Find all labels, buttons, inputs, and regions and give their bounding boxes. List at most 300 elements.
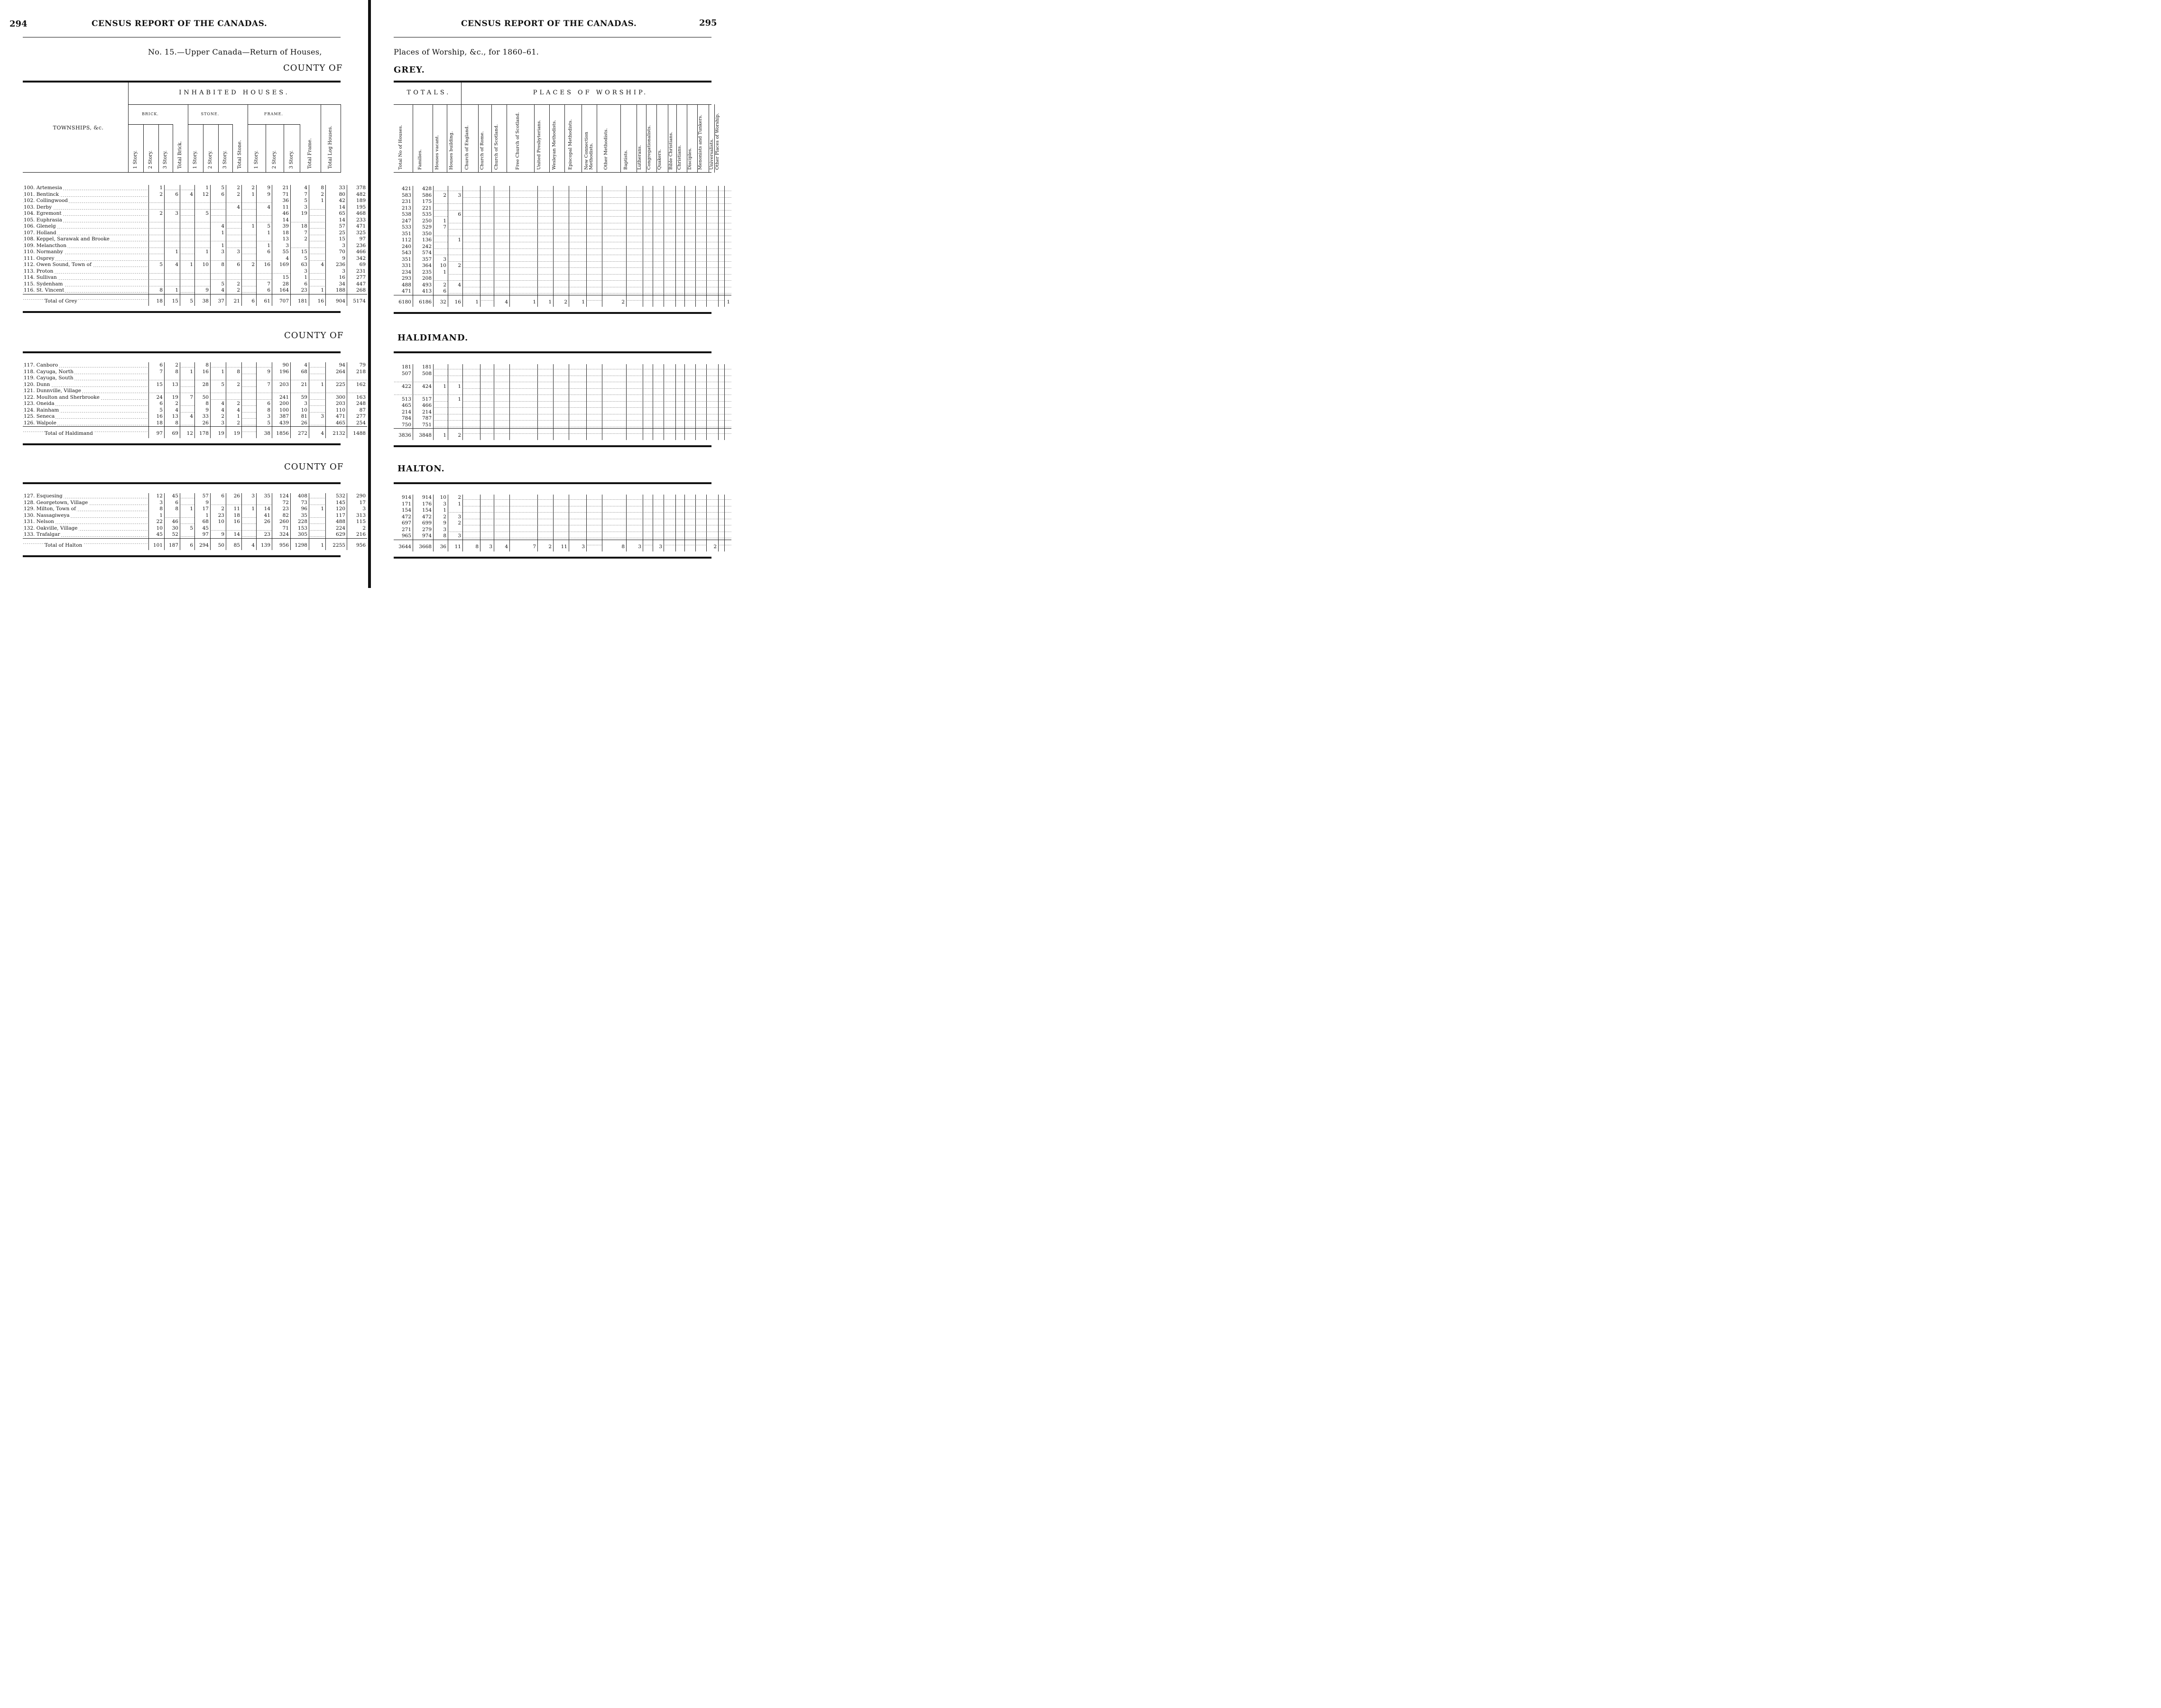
- cell-value: 37: [211, 294, 226, 306]
- cell-value: [538, 186, 554, 193]
- cell-value: [569, 422, 587, 429]
- worship-column-header-16: Congregationalists.: [646, 125, 652, 170]
- cell-value: [643, 409, 653, 416]
- cell-value: [719, 409, 725, 416]
- cell-value: [685, 257, 696, 263]
- cell-value: [494, 520, 510, 527]
- township-name: [23, 249, 149, 256]
- cell-value: [211, 362, 226, 369]
- cell-value: [707, 495, 719, 501]
- cell-value: [554, 403, 569, 409]
- cell-value: [180, 275, 195, 281]
- cell-value: [211, 395, 226, 401]
- cell-value: 1: [434, 507, 448, 514]
- township-name: [23, 294, 149, 306]
- township-label: 122. Moulton and Sherbrooke: [24, 394, 100, 400]
- cell-value: [569, 288, 587, 295]
- cell-value: [685, 507, 696, 514]
- cell-value: [149, 256, 165, 262]
- cell-value: [413, 377, 434, 384]
- cell-value: 11: [226, 506, 242, 513]
- cell-value: 208: [413, 275, 434, 282]
- cell-value: [494, 403, 510, 409]
- cell-value: [664, 193, 676, 199]
- table-row: [23, 243, 367, 249]
- cell-value: 1: [434, 269, 448, 276]
- left-column-header: [23, 83, 341, 173]
- township-name: [23, 427, 149, 439]
- cell-value: 213: [401, 205, 411, 211]
- cell-value: [569, 364, 587, 371]
- cell-value: [434, 244, 448, 250]
- cell-value: 6: [257, 401, 272, 407]
- table-row: [23, 362, 367, 369]
- township-name: [23, 268, 149, 275]
- cell-value: [434, 211, 448, 218]
- cell-value: [554, 390, 569, 396]
- cell-value: [309, 204, 326, 211]
- cell-value: 351: [401, 230, 411, 237]
- cell-value: [480, 501, 494, 508]
- cell-value: [149, 204, 165, 211]
- cell-value: [676, 377, 685, 384]
- township-name: [23, 407, 149, 414]
- cell-value: [725, 501, 732, 508]
- cell-value: [587, 384, 602, 390]
- cell-value: 357: [413, 257, 434, 263]
- cell-value: 70: [326, 249, 347, 256]
- cell-value: 428: [413, 186, 434, 193]
- cell-value: [413, 390, 434, 396]
- cell-value: 2: [226, 420, 242, 427]
- cell-value: [448, 377, 463, 384]
- cell-value: [510, 237, 538, 244]
- cell-value: 294: [195, 538, 211, 550]
- township-label: 121. Dunnville, Village: [24, 388, 81, 394]
- cell-value: [448, 257, 463, 263]
- cell-value: 3: [291, 204, 309, 211]
- cell-value: [676, 527, 685, 533]
- cell-value: [463, 231, 480, 238]
- cell-value: [309, 401, 326, 407]
- cell-value: [676, 533, 685, 540]
- table-row: [394, 186, 731, 193]
- cell-value: [480, 193, 494, 199]
- cell-value: 72: [272, 500, 291, 506]
- cell-value: 18: [291, 223, 309, 230]
- cell-value: 3: [291, 268, 309, 275]
- cell-value: [676, 390, 685, 396]
- cell-value: 507: [401, 370, 411, 376]
- cell-value: [696, 540, 707, 551]
- cell-value: [211, 275, 226, 281]
- cell-value: [309, 493, 326, 500]
- cell-value: [696, 371, 707, 377]
- cell-value: [434, 422, 448, 429]
- cell-value: 2: [149, 211, 165, 217]
- cell-value: [448, 231, 463, 238]
- cell-value: [510, 224, 538, 231]
- cell-value: [664, 527, 676, 533]
- cell-value: [242, 217, 257, 224]
- cell-value: [211, 375, 226, 382]
- cell-value: 3: [211, 420, 226, 427]
- table-row: [23, 525, 367, 532]
- cell-value: [653, 422, 664, 429]
- cell-value: [719, 250, 725, 257]
- cell-value: 71: [272, 192, 291, 198]
- cell-value: [676, 396, 685, 403]
- cell-value: 85: [226, 538, 242, 550]
- cell-value: 1: [309, 287, 326, 294]
- cell-value: [510, 288, 538, 295]
- cell-value: [643, 237, 653, 244]
- cell-value: [554, 193, 569, 199]
- column-header-8: Total Stone.: [237, 140, 242, 169]
- cell-value: [554, 501, 569, 508]
- cell-value: 154: [413, 507, 434, 514]
- cell-value: 26: [291, 420, 309, 427]
- table-row: [23, 532, 367, 538]
- cell-value: [309, 268, 326, 275]
- cell-value: 2: [242, 185, 257, 192]
- table-row: [23, 395, 367, 401]
- cell-value: [195, 198, 211, 204]
- cell-value: [664, 377, 676, 384]
- cell-value: 9: [326, 256, 347, 262]
- cell-value: [725, 390, 732, 396]
- cell-value: [165, 281, 180, 288]
- cell-value: 2: [538, 540, 554, 551]
- cell-value: [494, 205, 510, 212]
- cell-value: [664, 186, 676, 193]
- cell-value: 14: [326, 217, 347, 224]
- cell-value: [676, 231, 685, 238]
- cell-value: [627, 495, 643, 501]
- cell-value: [587, 263, 602, 269]
- cell-value: [180, 249, 195, 256]
- cell-value: 11: [448, 540, 463, 551]
- cell-value: [149, 243, 165, 249]
- cell-value: 8: [149, 287, 165, 294]
- cell-value: [627, 514, 643, 521]
- cell-value: [707, 218, 719, 225]
- cell-value: [719, 527, 725, 533]
- cell-value: [587, 364, 602, 371]
- cell-value: [707, 231, 719, 238]
- cell-value: [494, 429, 510, 441]
- cell-value: [494, 282, 510, 289]
- cell-value: [480, 288, 494, 295]
- cell-value: [480, 257, 494, 263]
- cell-value: [653, 263, 664, 269]
- cell-value: 1: [448, 501, 463, 508]
- cell-value: 3: [309, 413, 326, 420]
- township-label: 119. Cayuga, South: [24, 375, 74, 381]
- cell-value: [587, 429, 602, 441]
- table-row: [23, 382, 367, 388]
- cell-value: 228: [291, 519, 309, 525]
- cell-value: [554, 244, 569, 250]
- cell-value: [627, 257, 643, 263]
- worship-column-header-12: New Connection Methodists.: [584, 132, 594, 170]
- cell-value: [664, 275, 676, 282]
- cell-value: 1: [309, 538, 326, 550]
- cell-value: [180, 185, 195, 192]
- cell-value: [627, 288, 643, 295]
- cell-value: [685, 295, 696, 307]
- cell-value: [309, 407, 326, 414]
- cell-value: [226, 500, 242, 506]
- cell-value: 23: [291, 287, 309, 294]
- cell-value: [707, 403, 719, 409]
- cell-value: [707, 237, 719, 244]
- cell-value: [463, 371, 480, 377]
- township-name: [23, 493, 149, 500]
- township-label: 118. Cayuga, North: [24, 368, 74, 375]
- cell-value: 115: [347, 519, 368, 525]
- cell-value: [165, 185, 180, 192]
- cell-value: [587, 218, 602, 225]
- cell-value: [242, 407, 257, 414]
- cell-value: [494, 396, 510, 403]
- cell-value: [707, 377, 719, 384]
- column-header-11: 3 Story.: [289, 150, 294, 169]
- cell-value: [510, 415, 538, 422]
- table-row: [394, 409, 731, 416]
- cell-value: [643, 257, 653, 263]
- column-header-2: 2 Story.: [148, 150, 153, 169]
- cell-value: [448, 250, 463, 257]
- cell-value: 8: [211, 262, 226, 268]
- cell-value: 1: [463, 295, 480, 307]
- cell-value: [463, 495, 480, 501]
- cell-value: [309, 532, 326, 538]
- cell-value: 5: [257, 420, 272, 427]
- cell-value: [480, 377, 494, 384]
- cell-value: 153: [291, 525, 309, 532]
- cell-value: [554, 514, 569, 521]
- cell-value: [696, 415, 707, 422]
- cell-value: [494, 409, 510, 416]
- cell-value: 214: [401, 409, 411, 415]
- cell-value: [569, 193, 587, 199]
- cell-value: 9: [257, 369, 272, 376]
- cell-value: [165, 204, 180, 211]
- cell-value: [587, 527, 602, 533]
- cell-value: 9: [211, 532, 226, 538]
- table-row: [394, 275, 731, 282]
- cell-value: 532: [326, 493, 347, 500]
- cell-value: [643, 415, 653, 422]
- cell-value: [719, 495, 725, 501]
- cell-value: [242, 375, 257, 382]
- cell-value: 784: [401, 415, 411, 421]
- cell-value: [627, 520, 643, 527]
- cell-value: [510, 422, 538, 429]
- cell-value: 97: [195, 532, 211, 538]
- cell-value: 9: [195, 407, 211, 414]
- cell-value: 4: [309, 427, 326, 439]
- cell-value: 8: [165, 506, 180, 513]
- cell-value: [347, 388, 368, 395]
- cell-value: 233: [347, 217, 368, 224]
- cell-value: [696, 429, 707, 441]
- cell-value: [480, 533, 494, 540]
- cell-value: [309, 217, 326, 224]
- cell-value: 3: [257, 413, 272, 420]
- cell-value: [725, 384, 732, 390]
- cell-value: [664, 263, 676, 269]
- cell-value: [725, 244, 732, 250]
- township-label: Total of Halton: [45, 542, 83, 548]
- cell-value: [569, 429, 587, 441]
- cell-value: [242, 230, 257, 237]
- cell-value: 14: [272, 217, 291, 224]
- cell-value: [627, 231, 643, 238]
- cell-value: [480, 199, 494, 205]
- cell-value: [448, 205, 463, 212]
- cell-value: 5: [180, 525, 195, 532]
- table-row: [394, 257, 731, 263]
- cell-value: 956: [272, 538, 291, 550]
- table-row: [394, 415, 731, 422]
- cell-value: [494, 384, 510, 390]
- cell-value: [538, 377, 554, 384]
- cell-value: [463, 429, 480, 441]
- cell-value: [627, 377, 643, 384]
- cell-value: [602, 390, 627, 396]
- cell-value: [664, 429, 676, 441]
- worship-column-header-7: Church of Scotland.: [494, 124, 499, 170]
- cell-value: 3836: [394, 429, 413, 441]
- cell-value: [676, 520, 685, 527]
- cell-value: [602, 244, 627, 250]
- cell-value: [480, 224, 494, 231]
- cell-value: [494, 244, 510, 250]
- cell-value: 4: [291, 185, 309, 192]
- cell-value: [480, 244, 494, 250]
- cell-value: 5174: [347, 294, 368, 306]
- cell-value: [291, 217, 309, 224]
- cell-value: 3: [434, 501, 448, 508]
- cell-value: [653, 250, 664, 257]
- cell-value: [725, 269, 732, 276]
- county-name-haldimand: HALDIMAND.: [397, 333, 469, 343]
- township-label: 106. Glenelg: [24, 223, 56, 229]
- cell-value: 38: [257, 427, 272, 439]
- cell-value: [463, 396, 480, 403]
- cell-value: 9: [434, 520, 448, 527]
- cell-value: [685, 269, 696, 276]
- cell-value: 11: [272, 204, 291, 211]
- cell-value: [510, 269, 538, 276]
- cell-value: [627, 244, 643, 250]
- township-name: [23, 506, 149, 513]
- cell-value: [510, 501, 538, 508]
- cell-value: [510, 250, 538, 257]
- cell-value: 914: [413, 495, 434, 501]
- cell-value: [195, 388, 211, 395]
- cell-value: [434, 186, 448, 193]
- cell-value: 1: [434, 218, 448, 225]
- township-label: 131. Nelson: [24, 519, 54, 524]
- cell-value: 6: [448, 211, 463, 218]
- section-top-rule: [23, 351, 341, 353]
- cell-value: 468: [347, 211, 368, 217]
- cell-value: [696, 396, 707, 403]
- cell-value: 447: [347, 281, 368, 288]
- cell-value: [463, 211, 480, 218]
- cell-value: 15: [291, 249, 309, 256]
- cell-value: [696, 495, 707, 501]
- cell-value: [696, 282, 707, 289]
- cell-value: 4: [211, 401, 226, 407]
- township-label: 112. Owen Sound, Town of: [24, 262, 92, 267]
- cell-value: [149, 275, 165, 281]
- cell-value: 5: [257, 223, 272, 230]
- cell-value: 3: [569, 540, 587, 551]
- cell-value: 3: [165, 211, 180, 217]
- cell-value: [569, 275, 587, 282]
- table-row: [394, 527, 731, 533]
- cell-value: [554, 371, 569, 377]
- cell-value: [719, 396, 725, 403]
- cell-value: [510, 364, 538, 371]
- cell-value: 28: [195, 382, 211, 388]
- cell-value: 63: [291, 262, 309, 268]
- cell-value: 697: [401, 520, 411, 526]
- section-top-rule: [23, 482, 341, 484]
- cell-value: [685, 533, 696, 540]
- cell-value: [664, 390, 676, 396]
- cell-value: 112: [401, 237, 411, 243]
- cell-value: [685, 275, 696, 282]
- cell-value: [434, 231, 448, 238]
- cell-value: [494, 257, 510, 263]
- cell-value: 14: [257, 506, 272, 513]
- county-name-grey: GREY.: [394, 65, 425, 75]
- cell-value: [653, 224, 664, 231]
- cell-value: [538, 390, 554, 396]
- cell-value: [664, 501, 676, 508]
- cell-value: [226, 388, 242, 395]
- cell-value: [242, 519, 257, 525]
- cell-value: [653, 533, 664, 540]
- township-name: [23, 262, 149, 268]
- cell-value: 10: [291, 407, 309, 414]
- cell-value: 4: [165, 407, 180, 414]
- cell-value: [587, 507, 602, 514]
- cell-value: [554, 422, 569, 429]
- cell-value: [195, 223, 211, 230]
- cell-value: [627, 501, 643, 508]
- worship-column-header-1: Total No of Houses.: [398, 125, 403, 170]
- cell-value: [643, 244, 653, 250]
- cell-value: [627, 224, 643, 231]
- cell-value: [538, 403, 554, 409]
- cell-value: [719, 244, 725, 250]
- cell-value: [653, 211, 664, 218]
- cell-value: [643, 263, 653, 269]
- cell-value: [602, 371, 627, 377]
- cell-value: [685, 199, 696, 205]
- cell-value: 221: [413, 205, 434, 212]
- cell-value: [587, 501, 602, 508]
- cell-value: 65: [326, 211, 347, 217]
- cell-value: [510, 193, 538, 199]
- cell-value: 26: [195, 420, 211, 427]
